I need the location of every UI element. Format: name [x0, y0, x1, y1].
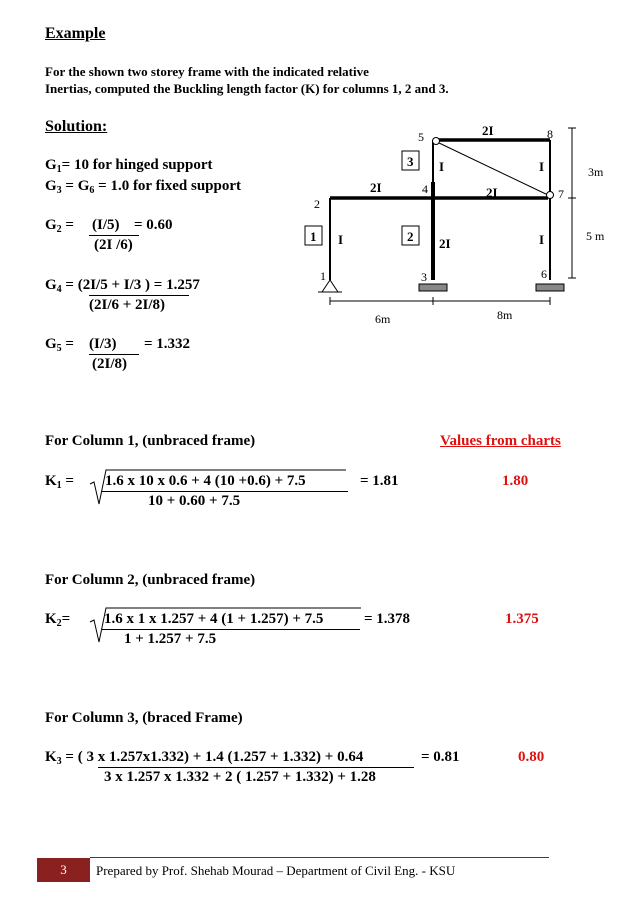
charts-label: Values from charts — [440, 433, 561, 449]
k1-result: = 1.81 — [360, 473, 399, 489]
intro-line-1: For the shown two storey frame with the indicated relative — [45, 64, 369, 79]
g4-line — [45, 277, 200, 295]
g3-line — [45, 178, 241, 196]
inertia-col3: I — [439, 159, 445, 174]
heading: Example — [45, 25, 106, 42]
node-5: 5 — [418, 130, 424, 144]
g4-fraction-bar — [89, 295, 189, 296]
g1-line — [45, 157, 212, 175]
g2-numerator: (I/5) — [92, 217, 120, 233]
dim-right-span: 8m — [497, 308, 513, 322]
g5-symbol: G — [45, 336, 57, 352]
k2-denominator: 1 + 1.257 + 7.5 — [124, 631, 217, 647]
g4-equals: = ( — [61, 277, 83, 293]
col3-title: For Column 3, (braced Frame) — [45, 710, 243, 726]
g6-subscript: 6 — [89, 185, 95, 196]
dim-bottom-height: 5 m — [586, 229, 605, 243]
node-3: 3 — [421, 270, 427, 284]
k1-symbol: K — [45, 473, 57, 489]
k3-symbol: K — [45, 749, 57, 765]
k1-numerator: 1.6 x 10 x 0.6 + 4 (10 +0.6) + 7.5 — [105, 473, 306, 489]
col-box-2-label: 2 — [407, 229, 414, 244]
col2-title: For Column 2, (unbraced frame) — [45, 572, 256, 588]
inertia-left-beam: 2I — [370, 180, 382, 195]
g3-symbol: G — [45, 178, 57, 194]
g5-fraction-bar — [89, 354, 139, 355]
footer-divider — [90, 857, 549, 858]
inertia-col2: 2I — [439, 236, 451, 251]
g5-numerator: (I/3) — [89, 336, 117, 352]
g4-numerator: 2I/5 + I/3 — [82, 277, 142, 293]
g2-denominator: (2I /6) — [94, 237, 133, 253]
k2-fraction-bar — [102, 629, 360, 630]
g4-symbol: G — [45, 277, 57, 293]
g4-denominator: (2I/6 + 2I/8) — [89, 297, 166, 313]
node-4: 4 — [422, 182, 428, 196]
g1-value: = 10 for hinged support — [61, 157, 213, 173]
k3-fraction-bar — [98, 767, 414, 768]
g1-symbol: G — [45, 157, 57, 173]
hinge-7 — [547, 192, 554, 199]
k3-subscript: 3 — [56, 756, 62, 767]
g2-result: = 0.60 — [134, 217, 173, 233]
node-6: 6 — [541, 267, 547, 281]
k2-result: = 1.378 — [364, 611, 411, 627]
fixed-support-3 — [419, 284, 447, 291]
k1-chart-value: 1.80 — [502, 473, 529, 489]
node-2: 2 — [314, 197, 320, 211]
inertia-top-beam: 2I — [482, 123, 494, 138]
g2-fraction-bar — [89, 235, 139, 236]
inertia-col8: I — [539, 159, 545, 174]
k1-equals: = — [61, 473, 74, 489]
k2-numerator: 1.6 x 1 x 1.257 + 4 (1 + 1.257) + 7.5 — [104, 611, 324, 627]
col-box-3-label: 3 — [407, 154, 414, 169]
inertia-col1: I — [338, 232, 344, 247]
g2-subscript: 2 — [56, 224, 62, 235]
k2-chart-value: 1.375 — [505, 611, 539, 627]
g3-subscript: 3 — [56, 185, 62, 196]
g5-result: = 1.332 — [144, 336, 191, 352]
g5-denominator: (2I/8) — [92, 356, 127, 372]
solution-label: Solution: — [45, 118, 108, 135]
page-number: 3 — [37, 858, 90, 882]
g1-subscript: 1 — [56, 164, 62, 175]
dim-top-height: 3m — [588, 165, 604, 179]
col1-title: For Column 1, (unbraced frame) — [45, 433, 256, 449]
k3-equals: = ( — [61, 749, 87, 765]
g5-line — [45, 336, 74, 354]
node-8: 8 — [547, 127, 553, 141]
k2-symbol: K — [45, 611, 57, 627]
k3-chart-value: 0.80 — [518, 749, 545, 765]
g5-equals: = — [61, 336, 74, 352]
k1-denominator: 10 + 0.60 + 7.5 — [148, 493, 241, 509]
g4-subscript: 4 — [56, 284, 62, 295]
dim-left-span: 6m — [375, 312, 391, 326]
node-7: 7 — [558, 187, 564, 201]
inertia-col6: I — [539, 232, 545, 247]
k2-lhs — [45, 611, 70, 629]
k1-lhs — [45, 473, 74, 491]
k3-line — [45, 749, 363, 767]
k3-result: = 0.81 — [421, 749, 460, 765]
k3-denominator: 3 x 1.257 x 1.332 + 2 ( 1.257 + 1.332) + 1.28 — [104, 769, 376, 785]
inertia-right-beam: 2I — [486, 185, 498, 200]
g4-result: = 1.257 — [153, 277, 200, 293]
g2-symbol: G — [45, 217, 57, 233]
g4-close-paren: ) — [145, 277, 151, 293]
hinge-5 — [433, 138, 440, 145]
k2-subscript: 2 — [56, 618, 62, 629]
g6-symbol: = G — [61, 178, 90, 194]
frame-diagram — [300, 120, 620, 335]
node-1: 1 — [320, 269, 326, 283]
k1-fraction-bar — [102, 491, 348, 492]
g2-equals: = — [61, 217, 74, 233]
fixed-support-6 — [536, 284, 564, 291]
g5-subscript: 5 — [56, 343, 62, 354]
intro-line-2: Inertias, computed the Buckling length factor (K) for columns 1, 2 and 3. — [45, 81, 449, 96]
k3-numerator: 3 x 1.257x1.332) + 1.4 (1.257 + 1.332) + 0.64 — [86, 749, 364, 765]
col-box-1-label: 1 — [310, 229, 317, 244]
k2-equals: = — [61, 611, 71, 627]
footer-text: Prepared by Prof. Shehab Mourad – Department of Civil Eng. - KSU — [96, 863, 456, 878]
k1-subscript: 1 — [56, 480, 62, 491]
g3-value: = 1.0 for fixed support — [94, 178, 241, 194]
g2-line — [45, 217, 74, 235]
